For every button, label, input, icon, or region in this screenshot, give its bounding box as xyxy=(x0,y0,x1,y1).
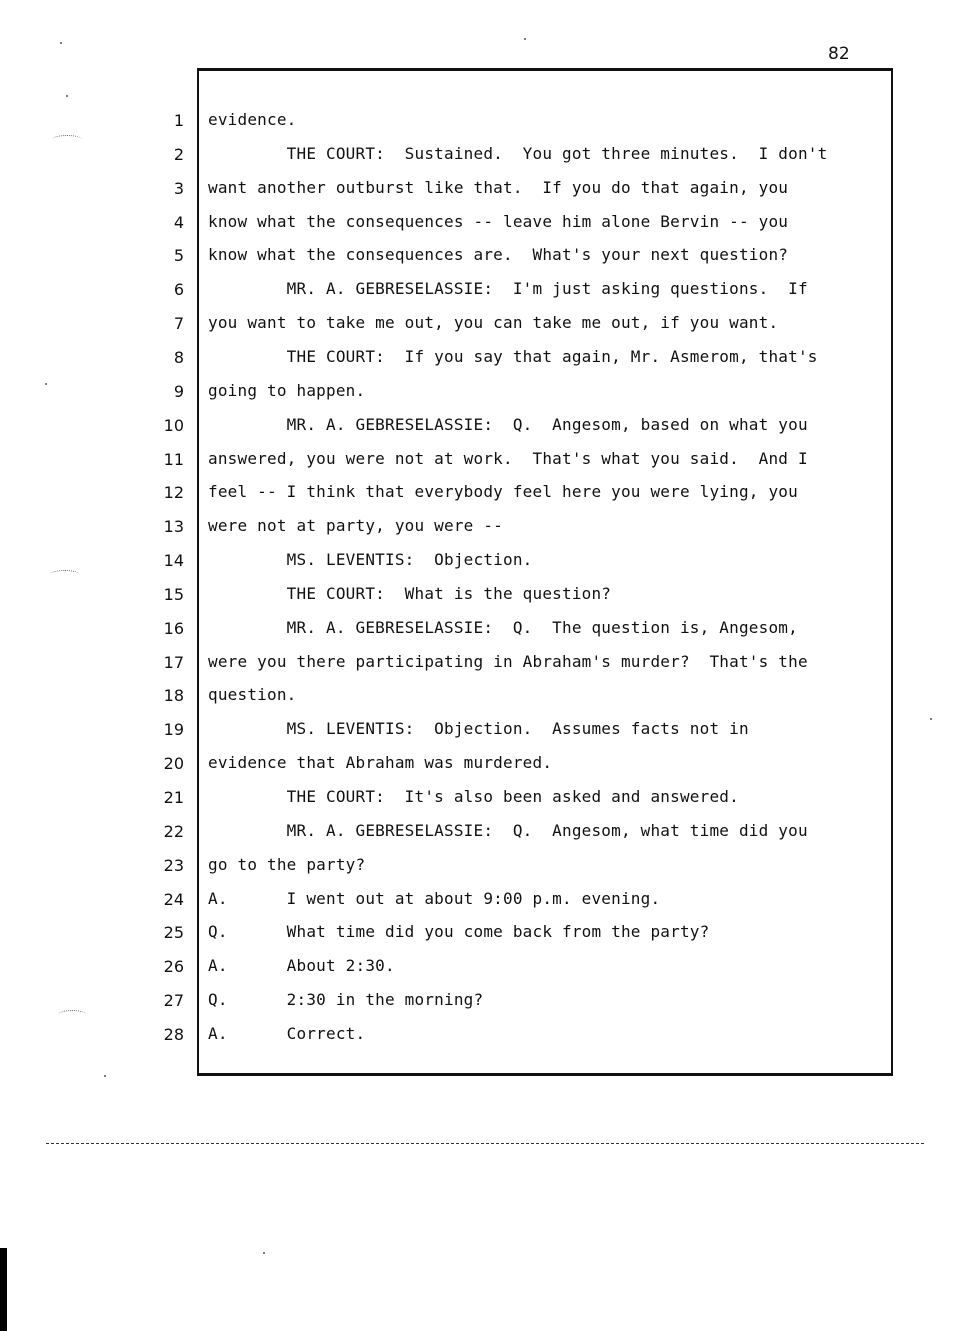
line-number: 6 xyxy=(173,280,184,299)
scan-speck xyxy=(524,38,526,40)
transcript-line: A. I went out at about 9:00 p.m. evening. xyxy=(208,889,661,908)
line-number: 4 xyxy=(173,213,184,232)
line-number: 19 xyxy=(163,720,184,739)
line-number: 25 xyxy=(163,923,184,942)
scan-speck xyxy=(60,42,62,44)
transcript-line: MR. A. GEBRESELASSIE: I'm just asking questions. If xyxy=(208,279,808,298)
line-number: 27 xyxy=(163,991,184,1010)
line-number: 13 xyxy=(163,517,184,536)
line-number: 7 xyxy=(173,314,184,333)
transcript-line: you want to take me out, you can take me out, if you want. xyxy=(208,313,779,332)
transcript-line: want another outburst like that. If you do that again, you xyxy=(208,178,789,197)
line-number: 17 xyxy=(163,653,184,672)
transcript-line: A. About 2:30. xyxy=(208,956,395,975)
transcript-line: evidence that Abraham was murdered. xyxy=(208,753,553,772)
transcript-line: THE COURT: If you say that again, Mr. Asmerom, that's xyxy=(208,347,818,366)
transcript-line: were not at party, you were -- xyxy=(208,516,503,535)
scan-edge-bar xyxy=(0,1248,7,1331)
line-number: 26 xyxy=(163,957,184,976)
line-number: 28 xyxy=(163,1025,184,1044)
transcript-line: know what the consequences are. What's your next question? xyxy=(208,245,789,264)
transcript-line: THE COURT: What is the question? xyxy=(208,584,612,603)
transcript-line: MR. A. GEBRESELASSIE: Q. Angesom, what time did you xyxy=(208,821,808,840)
line-number: 2 xyxy=(173,145,184,164)
line-number: 23 xyxy=(163,856,184,875)
scan-speck xyxy=(66,95,68,97)
scan-smudge xyxy=(50,570,80,579)
transcript-line: THE COURT: It's also been asked and answered. xyxy=(208,787,739,806)
line-number: 21 xyxy=(163,788,184,807)
transcript-line: MS. LEVENTIS: Objection. xyxy=(208,550,533,569)
line-number: 10 xyxy=(163,416,184,435)
transcript-line: going to happen. xyxy=(208,381,366,400)
line-number: 5 xyxy=(173,246,184,265)
line-number: 1 xyxy=(173,111,184,130)
transcript-line: answered, you were not at work. That's what you said. And I xyxy=(208,449,808,468)
line-number: 18 xyxy=(163,686,184,705)
transcript-line: evidence. xyxy=(208,110,297,129)
transcript-line: MR. A. GEBRESELASSIE: Q. The question is, Angesom, xyxy=(208,618,798,637)
transcript-line: go to the party? xyxy=(208,855,366,874)
transcript-line: know what the consequences -- leave him alone Bervin -- you xyxy=(208,212,789,231)
line-number: 8 xyxy=(173,348,184,367)
line-number: 22 xyxy=(163,822,184,841)
scan-smudge xyxy=(58,1010,86,1019)
transcript-line: MR. A. GEBRESELASSIE: Q. Angesom, based on what you xyxy=(208,415,808,434)
scan-speck xyxy=(263,1252,265,1254)
transcript-line: THE COURT: Sustained. You got three minutes. I don't xyxy=(208,144,828,163)
transcript-line: A. Correct. xyxy=(208,1024,366,1043)
scan-smudge xyxy=(52,135,82,144)
line-number: 9 xyxy=(173,382,184,401)
line-number: 12 xyxy=(163,483,184,502)
line-number: 11 xyxy=(163,450,184,469)
transcript-line: were you there participating in Abraham's murder? That's the xyxy=(208,652,808,671)
line-number: 15 xyxy=(163,585,184,604)
transcript-line: Q. 2:30 in the morning? xyxy=(208,990,484,1009)
transcript-line: MS. LEVENTIS: Objection. Assumes facts not in xyxy=(208,719,749,738)
scan-speck xyxy=(104,1075,106,1077)
line-number: 14 xyxy=(163,551,184,570)
scan-speck xyxy=(930,718,932,720)
line-number: 3 xyxy=(173,179,184,198)
transcript-line: Q. What time did you come back from the party? xyxy=(208,922,710,941)
line-number: 16 xyxy=(163,619,184,638)
transcript-line: feel -- I think that everybody feel here you were lying, you xyxy=(208,482,798,501)
line-number: 24 xyxy=(163,890,184,909)
footer-rule xyxy=(46,1143,924,1144)
page-number: 82 xyxy=(828,44,850,64)
transcript-line: question. xyxy=(208,685,297,704)
line-number: 20 xyxy=(163,754,184,773)
scan-speck xyxy=(45,383,47,385)
